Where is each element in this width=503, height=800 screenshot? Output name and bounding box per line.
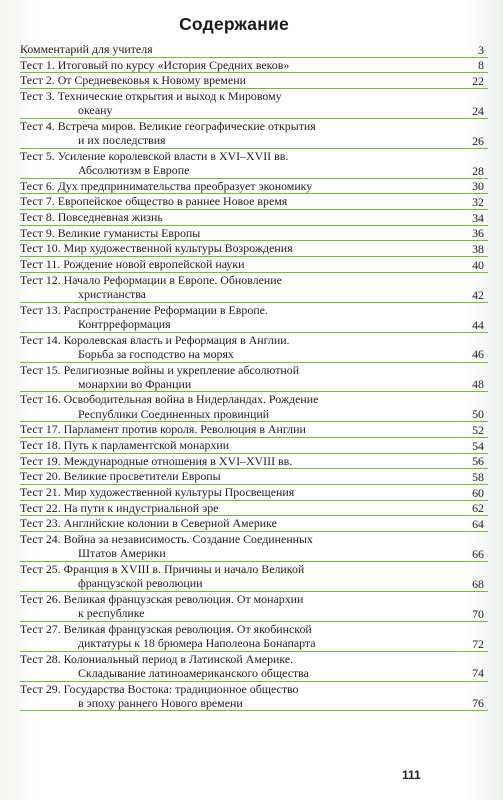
toc-entry-page: 64 xyxy=(472,517,484,532)
toc-entry-title: Тест 29. Государства Востока: традиционное общество xyxy=(20,681,299,696)
toc-entry-title-continuation: Абсолютизм в Европе xyxy=(78,162,190,177)
toc-entry xyxy=(20,682,488,712)
toc-entry-page: 58 xyxy=(472,469,484,484)
toc-entry-title: Тест 13. Распространение Реформации в Европе. xyxy=(20,302,268,317)
toc-entry-title: Тест 4. Встреча миров. Великие географические открытия xyxy=(20,118,316,133)
toc-entry xyxy=(20,241,488,257)
toc-entry-page: 52 xyxy=(472,422,484,437)
toc-entry-title: Тест 8. Повседневная жизнь xyxy=(20,210,163,225)
toc-entry-page: 34 xyxy=(472,210,484,225)
toc-entry xyxy=(20,42,488,58)
toc-entry-title: Тест 10. Мир художественной культуры Возрождения xyxy=(20,241,293,256)
toc-entry xyxy=(20,392,488,422)
toc-entry-page: 8 xyxy=(478,58,484,73)
toc-entry-page: 42 xyxy=(472,287,484,302)
toc-entry xyxy=(20,73,488,89)
toc-entry-page: 68 xyxy=(472,576,484,591)
toc-entry-title: Тест 14. Королевская власть и Реформация в Англии. xyxy=(20,332,290,347)
toc-entry-title: Тест 12. Начало Реформации в Европе. Обновление xyxy=(20,272,282,287)
toc-entry xyxy=(20,485,488,501)
toc-entry-title-continuation: французской революции xyxy=(78,576,203,591)
toc-entry xyxy=(20,438,488,454)
toc-entry-title: Тест 6. Дух предпринимательства преобразует экономику xyxy=(20,178,313,193)
toc-entry-title-continuation: Борьба за господство на морях xyxy=(78,346,234,361)
toc-entry xyxy=(20,422,488,438)
toc-entry xyxy=(20,622,488,652)
page-title: Содержание xyxy=(179,14,289,34)
toc-entry-title: Тест 19. Международные отношения в XVI–XVIII вв. xyxy=(20,453,293,468)
toc-entry-page: 60 xyxy=(472,485,484,500)
toc-entry xyxy=(20,58,488,74)
toc-entry xyxy=(20,149,488,179)
toc-entry xyxy=(20,226,488,242)
toc-entry xyxy=(20,89,488,119)
toc-entry xyxy=(20,179,488,195)
toc-entry-page: 44 xyxy=(472,317,484,332)
toc-entry-title: Тест 9. Великие гуманисты Европы xyxy=(20,225,201,240)
toc-entry-title: Тест 26. Великая французская революция. От монархии xyxy=(20,591,304,606)
toc-entry xyxy=(20,119,488,149)
toc-entry-page: 70 xyxy=(472,606,484,621)
page-number: 111 xyxy=(402,768,421,782)
toc-entry-title: Тест 2. От Средневековья к Новому времени xyxy=(20,73,246,88)
toc-entry xyxy=(20,303,488,333)
toc-entry xyxy=(20,194,488,210)
toc-entry-title: Тест 24. Война за независимость. Создание Соединенных xyxy=(20,532,313,547)
toc-entry xyxy=(20,454,488,470)
toc-entry-page: 56 xyxy=(472,454,484,469)
toc-entry-page: 46 xyxy=(472,347,484,362)
toc-entry xyxy=(20,273,488,303)
toc-entry-page: 28 xyxy=(472,163,484,178)
toc-entry-page: 26 xyxy=(472,133,484,148)
toc-entry-page: 38 xyxy=(472,242,484,257)
toc-entry-page: 30 xyxy=(472,179,484,194)
table-of-contents xyxy=(20,42,488,711)
toc-entry-page: 40 xyxy=(472,257,484,272)
toc-entry-title-continuation: Складывание латиноамериканского общества xyxy=(78,665,309,680)
toc-entry-title-continuation: в эпоху раннего Нового времени xyxy=(78,695,243,710)
toc-entry-title-continuation: христианства xyxy=(78,286,146,301)
toc-entry-title: Тест 17. Парламент против короля. Революция в Англии xyxy=(20,422,306,437)
toc-entry-title-continuation: и их последствия xyxy=(78,133,166,148)
toc-entry-page: 76 xyxy=(472,696,484,711)
toc-entry xyxy=(20,333,488,363)
toc-entry-title: Тест 22. На пути к индустриальной эре xyxy=(20,500,219,515)
toc-entry-page: 54 xyxy=(472,438,484,453)
toc-entry-title: Тест 11. Рождение новой европейской науки xyxy=(20,257,245,272)
toc-entry-title: Тест 3. Технические открытия и выход к Мировому xyxy=(20,89,282,104)
toc-entry-page: 62 xyxy=(472,501,484,516)
toc-entry-page: 74 xyxy=(472,666,484,681)
toc-entry-title-continuation: океану xyxy=(78,103,113,118)
toc-entry xyxy=(20,532,488,562)
toc-entry-title: Тест 28. Колониальный период в Латинской Америке. xyxy=(20,651,294,666)
toc-entry-page: 24 xyxy=(472,103,484,118)
toc-entry-title-continuation: Штатов Америки xyxy=(78,546,166,561)
toc-entry-title: Тест 25. Франция в XVIII в. Причины и начало Великой xyxy=(20,562,305,577)
toc-entry-title: Тест 15. Религиозные войны и укрепление абсолютной xyxy=(20,362,300,377)
toc-entry-title: Комментарий для учителя xyxy=(20,42,153,56)
toc-entry-page: 66 xyxy=(472,546,484,561)
toc-entry xyxy=(20,363,488,393)
toc-entry-title: Тест 1. Итоговый по курсу «История Средних веков» xyxy=(20,57,290,72)
toc-entry-title: Тест 5. Усиление королевской власти в XVI–XVII вв. xyxy=(20,148,289,163)
toc-entry-title: Тест 20. Великие просветители Европы xyxy=(20,469,221,484)
toc-entry-title: Тест 27. Великая французская революция. От якобинской xyxy=(20,621,312,636)
toc-entry-title-continuation: Контрреформация xyxy=(78,316,171,331)
toc-entry xyxy=(20,257,488,273)
toc-entry-title-continuation: к республике xyxy=(78,606,145,620)
toc-entry xyxy=(20,469,488,485)
toc-entry-title-continuation: Республики Соединенных провинций xyxy=(78,406,270,421)
toc-entry xyxy=(20,501,488,517)
toc-entry xyxy=(20,652,488,682)
toc-entry-title: Тест 23. Английские колонии в Северной Америке xyxy=(20,516,277,531)
toc-entry-page: 50 xyxy=(472,407,484,422)
toc-entry-page: 3 xyxy=(478,42,484,57)
toc-entry-title-continuation: монархии во Франции xyxy=(78,376,192,391)
toc-entry-title: Тест 16. Освободительная война в Нидерландах. Рождение xyxy=(20,392,319,407)
toc-entry xyxy=(20,562,488,592)
toc-entry-page: 32 xyxy=(472,195,484,210)
toc-entry xyxy=(20,210,488,226)
toc-entry-title-continuation: диктатуры к 18 брюмера Наполеона Бонапарта xyxy=(78,635,316,650)
toc-entry xyxy=(20,516,488,532)
toc-entry-title: Тест 21. Мир художественной культуры Просвещения xyxy=(20,485,295,500)
toc-entry xyxy=(20,592,488,622)
toc-entry-title: Тест 18. Путь к парламентской монархии xyxy=(20,438,230,452)
toc-entry-page: 72 xyxy=(472,636,484,651)
toc-entry-page: 22 xyxy=(472,73,484,88)
toc-entry-page: 36 xyxy=(472,226,484,241)
toc-entry-page: 48 xyxy=(472,377,484,392)
toc-entry-title: Тест 7. Европейское общество в раннее Новое время xyxy=(20,194,288,209)
